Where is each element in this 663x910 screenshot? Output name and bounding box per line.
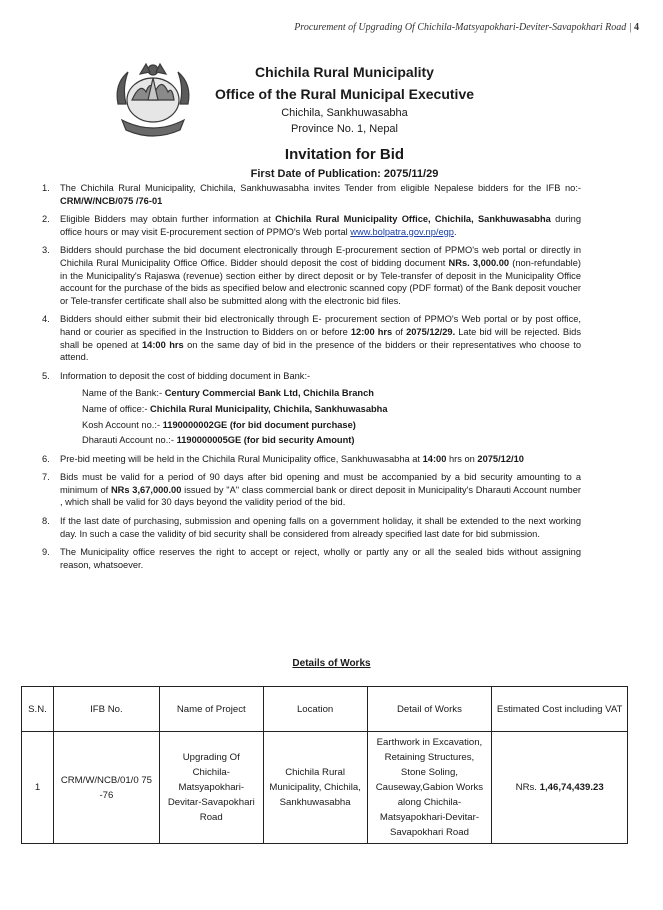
clause-text: hrs on [446,453,478,464]
running-header [24,22,639,33]
submission-time: 12:00 hrs [350,326,393,337]
org-name: Chichila Rural Municipality [255,64,434,80]
bid-security-amount: NRs 3,67,000.00 [110,484,182,495]
clause-text: Eligible Bidders may obtain further information at [60,214,276,225]
clause-item [42,313,582,363]
egp-portal-link[interactable]: www.bolpatra.gov.np/egp [350,226,454,237]
kosh-account-value: 1190000002GE (for bid document purchase) [162,419,356,430]
clause-number: 1. [42,183,50,193]
clause-item [42,546,581,571]
clause-number: 4. [42,314,50,325]
clause-number: 6. [42,453,50,464]
opening-time: 14:00 hrs [142,339,184,350]
cell-location: Chichila Rural Municipality, Chichila, Sankhuwasabha [263,732,367,844]
clause-item [42,182,581,207]
dharauti-account-line [82,434,581,447]
clause-text: Bids must be valid for a period of 90 days after bid opening and must be accompanied by a bid security amounting to a minimum of [60,472,581,495]
clause-item [42,515,581,540]
prebid-date: 2075/12/10 [477,453,524,464]
works-table [21,686,628,844]
cell-project: Upgrading Of Chichila-Matsyapokhari-Devitar-Savapokhari Road [159,732,263,844]
org-province: Province No. 1, Nepal [291,123,398,135]
clause-item [42,453,581,466]
cell-sn: 1 [22,732,54,844]
organization-block [0,64,663,135]
bank-office-line [82,403,581,416]
clause-text: on the same day of bid in the presence of the bidders or their representatives who choose to attend. [60,339,581,363]
submission-date: 2075/12/29. [406,326,456,337]
clause-text: Late bid will be rejected. Bids shall be opened at [60,326,582,350]
clause-text: of [392,326,407,337]
clause-list [42,182,582,577]
clause-number: 5. [42,370,50,381]
running-header-separator: | [628,22,632,33]
bank-office-value: Chichila Rural Municipality, Chichila, Sankhuwasabha [150,403,388,414]
org-address: Chichila, Sankhuwasabha [281,107,408,119]
table-header-row [22,687,628,732]
page-number: 4 [634,22,639,33]
clause-number: 3. [42,245,50,256]
bank-name-line [82,387,581,400]
clause-number: 2. [42,214,50,225]
column-header-project: Name of Project [159,687,263,732]
clause-text: The Chichila Rural Municipality, Chichila, Sankhuwasabha invites Tender from eligible Nepalese bidders for the IFB no:- [60,183,581,193]
bank-name-value: Century Commercial Bank Ltd, Chichila Branch [164,388,374,399]
clause-item [42,370,581,447]
clause-text: . [453,226,457,237]
cost-value: 1,46,74,439.23 [539,782,604,793]
column-header-cost: Estimated Cost including VAT [492,687,628,732]
bank-details [60,387,581,446]
cell-details: Earthwork in Excavation, Retaining Structures, Stone Soling, Causeway,Gabion Works along Chichila-Matsyapokhari-Devitar-Savapokhari Road [367,732,492,844]
cost-prefix: NRs. [515,782,540,793]
office-name: Chichila Rural Municipality Office, Chichila, Sankhuwasabha [275,214,551,225]
bank-office-label: Name of office:- [82,403,151,414]
org-office: Office of the Rural Municipal Executive [214,86,475,102]
prebid-time: 14:00 [422,453,447,464]
dharauti-account-value: 1190000005GE (for bid security Amount) [176,435,355,446]
clause-text: The Municipality office reserves the right to accept or reject, wholly or partly any or all the sealed bids without assigning reason, whatsoever. [60,547,581,570]
clause-number: 8. [42,516,50,527]
column-header-sn: S.N. [22,687,54,732]
clause-text: Bidders should either submit their bid electronically through E- procurement section of PPMO's Web portal or by post office, hand or courier as specified in the Instruction to Bidders on or before [60,314,581,337]
ifb-number: CRM/W/NCB/075 /76-01 [60,195,163,206]
clause-item [42,471,581,509]
cell-ifb: CRM/W/NCB/01/0 75 -76 [53,732,159,844]
clause-item [42,244,581,307]
clause-text: during office hours or may visit E-procurement section of PPMO's Web portal [60,214,581,237]
clause-text: Pre-bid meeting will be held in the Chichila Rural Municipality office, Sankhuwasabha at [60,453,423,464]
clause-number: 7. [42,472,50,483]
dharauti-account-label: Dharauti Account no.:- [82,435,177,446]
clause-number: 9. [42,547,50,558]
kosh-account-label: Kosh Account no.:- [82,419,163,430]
document-title: Invitation for Bid [284,146,405,163]
clause-item [42,213,581,238]
kosh-account-line [82,419,581,432]
column-header-location: Location [263,687,367,732]
details-of-works-heading: Details of Works [292,658,371,669]
cell-cost [492,732,628,844]
clause-text: (non-refundable) in the Municipality's Rajaswa (revenue) section either by direct deposit or by Tele-transfer of deposit in the Municipality Office account for the purchase of the bids as specified below and electronic scanned copy (PDF format) of the Bank deposit voucher or Tele-transfer certificate shall also be submitted along with the electronic bid files. [60,257,581,306]
running-header-title: Procurement of Upgrading Of Chichila-Matsyapokhari-Deviter-Savapokhari Road [294,22,627,33]
publication-date: First Date of Publication: 2075/11/29 [250,168,439,180]
document-cost: NRs. 3,000.00 [448,257,510,268]
column-header-details: Detail of Works [367,687,492,732]
clause-text: Bidders should purchase the bid document electronically through E-procurement section of PPMO's web portal or directly in Chichila Rural Municipality Office Office. Bidder should deposit the cost of bidding document [60,245,581,268]
column-header-ifb: IFB No. [53,687,159,732]
clause-text: Information to deposit the cost of bidding document in Bank:- [60,370,311,381]
clause-text: issued by "A" class commercial bank or direct deposit in Municipality's Dharauti Account number , which shall be valid for 30 days beyond the validity period of the bid. [60,484,581,508]
bank-name-label: Name of the Bank:- [82,388,165,399]
table-row [22,732,628,844]
clause-text: If the last date of purchasing, submission and opening falls on a government holiday, it shall be extended to the next working day. In such a case the validity of bid security shall be considered from already specified last date for bid submission. [60,516,581,539]
